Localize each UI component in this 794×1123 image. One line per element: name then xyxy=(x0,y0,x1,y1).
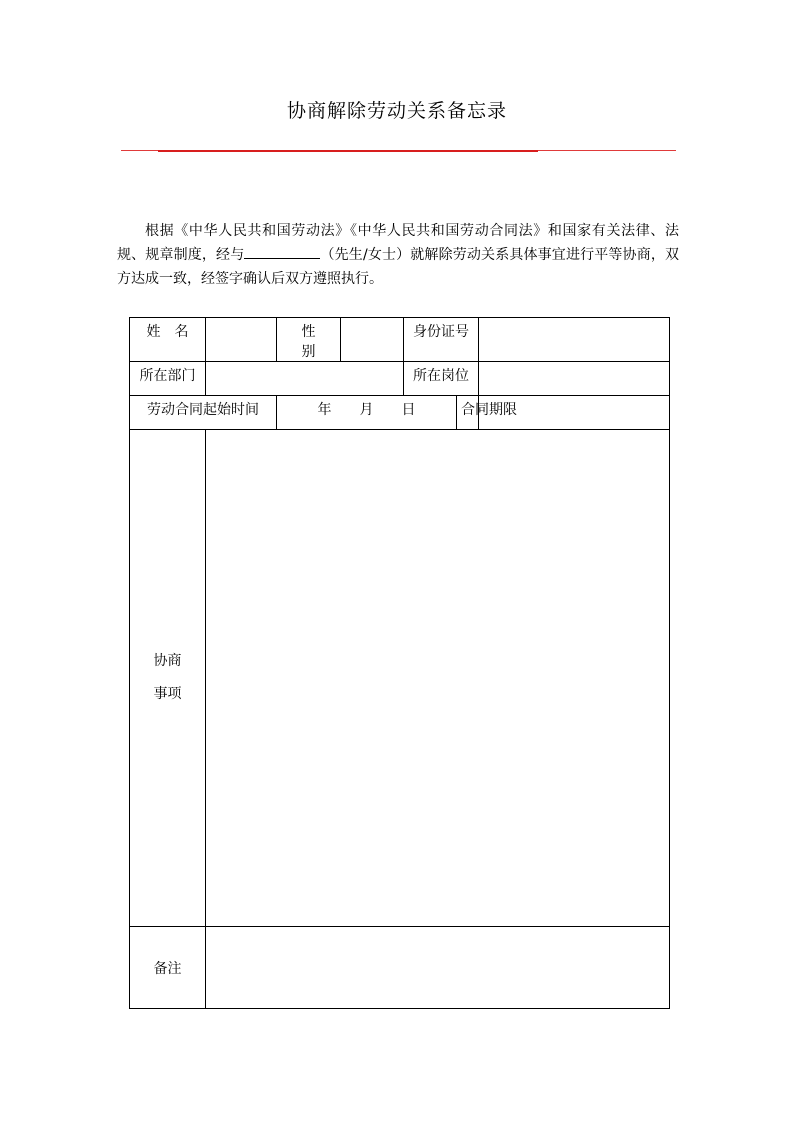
name-label: 姓名 xyxy=(130,318,206,362)
document-title: 协商解除劳动关系备忘录 xyxy=(286,100,507,122)
year-label: 年 xyxy=(317,402,332,418)
remark-field[interactable] xyxy=(206,927,670,1009)
intro-text-before: 根据《中华人民共和国劳动法》《中华人民共和国劳动合同法》和国家有关法律、法规、规章制度，经与 xyxy=(117,223,679,263)
contract-term-label: 合同期限 xyxy=(457,396,479,430)
contract-start-label: 劳动合同起始时间 xyxy=(130,396,277,430)
day-label: 日 xyxy=(401,402,416,418)
post-field[interactable] xyxy=(479,362,670,396)
id-number-label: 身份证号 xyxy=(404,318,479,362)
gender-label: 性别 xyxy=(277,318,341,362)
matters-field[interactable] xyxy=(206,430,670,927)
contract-start-date-field[interactable] xyxy=(277,396,457,430)
matters-label xyxy=(130,430,206,927)
form-row-contract xyxy=(130,396,670,430)
department-label: 所在部门 xyxy=(130,362,206,396)
form-row-matters xyxy=(130,430,670,927)
remark-label: 备注 xyxy=(130,927,206,1009)
department-field[interactable] xyxy=(206,362,404,396)
form-row-position xyxy=(130,362,670,396)
name-field[interactable] xyxy=(206,318,277,362)
post-label: 所在岗位 xyxy=(404,362,479,396)
matters-label-line1: 协商 xyxy=(153,653,182,669)
intro-text-after: （先生/女士）就解除劳动关系具体事宜进行平等协商，双方达成一致，经签字确认后双方遵照执行。 xyxy=(117,247,679,287)
form-row-basic xyxy=(130,318,670,362)
month-label: 月 xyxy=(359,402,374,418)
title-divider-accent xyxy=(158,150,538,152)
matters-label-line2: 事项 xyxy=(153,686,182,702)
intro-paragraph xyxy=(117,219,679,291)
name-blank-field[interactable] xyxy=(244,243,320,259)
id-number-field[interactable] xyxy=(479,318,670,362)
form-row-remark xyxy=(130,927,670,1009)
memo-form-table xyxy=(129,317,670,1009)
gender-field[interactable] xyxy=(341,318,404,362)
